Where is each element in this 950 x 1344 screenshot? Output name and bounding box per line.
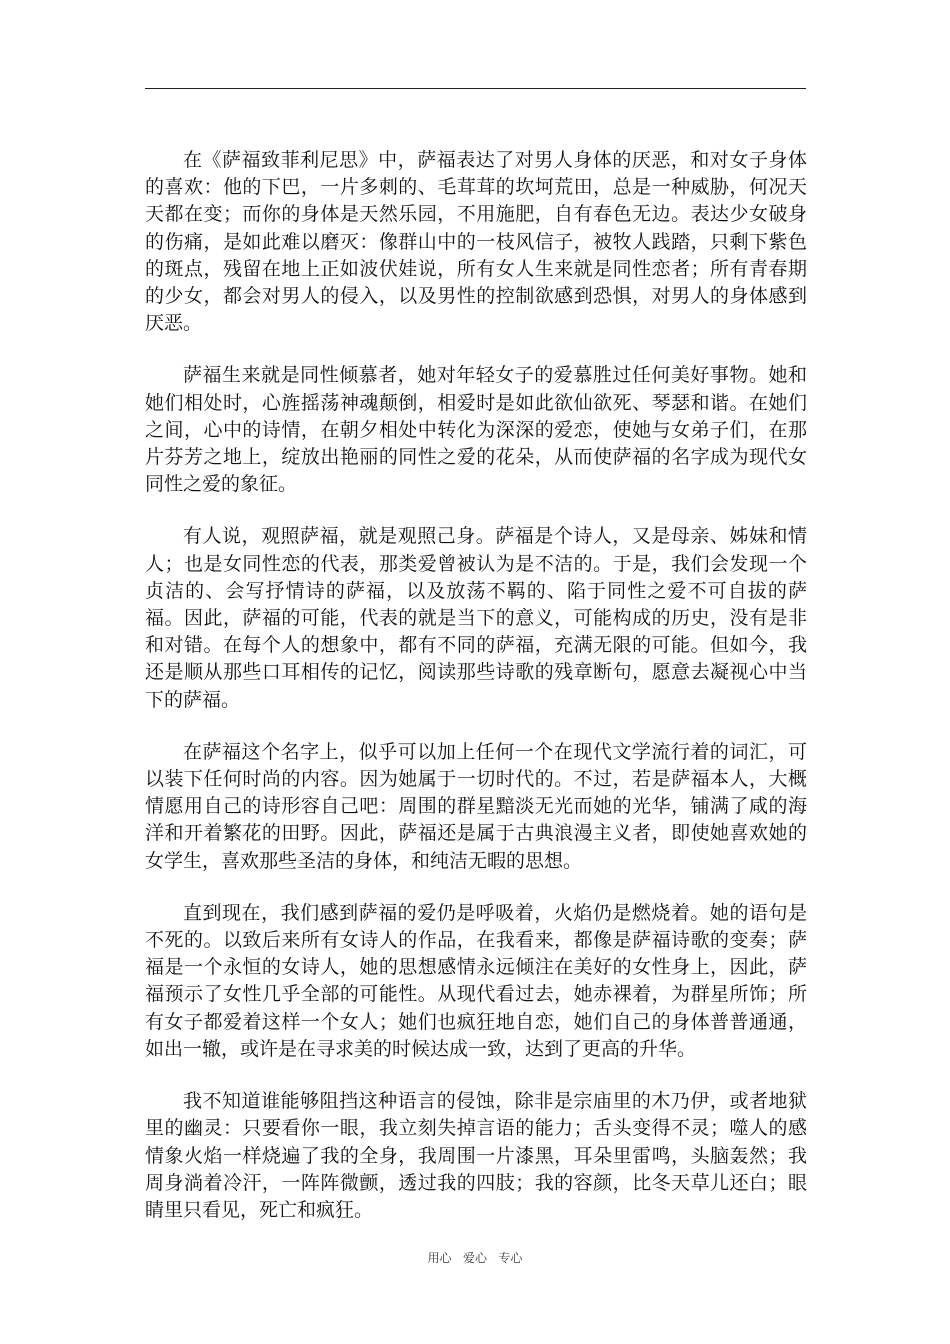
document-body (145, 147, 807, 1249)
paragraph-2: 萨福生来就是同性倾慕者，她对年轻女子的爱慕胜过任何美好事物。她和她们相处时，心旌摇荡神魂颠倒，相爱时是如此欲仙欲死、琴瑟和谐。在她们之间，心中的诗情，在朝夕相处中转化为深深的爱恋，使她与女弟子们，在那片芬芳之地上，绽放出艳丽的同性之爱的花朵，从而使萨福的名字成为现代女同性之爱的象征。 (145, 364, 807, 496)
paragraph-5: 直到现在，我们感到萨福的爱仍是呼吸着，火焰仍是燃烧着。她的语句是不死的。以致后来所有女诗人的作品，在我看来，都像是萨福诗歌的变奏；萨福是一个永恒的女诗人，她的思想感情永远倾注在美好的女性身上，因此，萨福预示了女性几乎全部的可能性。从现代看过去，她赤裸着，为群星所饰；所有女子都爱着这样一个女人；她们也疯狂地自恋，她们自己的身体普普通通，如出一辙，或许是在寻求美的时候达成一致，达到了更高的升华。 (145, 901, 807, 1060)
paragraph-6: 我不知道谁能够阻挡这种语言的侵蚀，除非是宗庙里的木乃伊，或者地狱里的幽灵：只要看你一眼，我立刻失掉言语的能力；舌头变得不灵；噬人的感情象火焰一样烧遍了我的全身，我周围一片漆黑，耳朵里雷鸣，头脑轰然；我周身淌着冷汗，一阵阵微颤，透过我的四肢；我的容颜，比冬天草儿还白；眼睛里只看见，死亡和疯狂。 (145, 1090, 807, 1221)
header-rule (145, 88, 806, 89)
page-footer: 用心 爱心 专心 (427, 1251, 523, 1265)
paragraph-4: 在萨福这个名字上，似乎可以加上任何一个在现代文学流行着的词汇，可以装下任何时尚的内容。因为她属于一切时代的。不过，若是萨福本人，大概情愿用自己的诗形容自己吧：周围的群星黯淡无光而她的光华，铺满了咸的海洋和开着繁花的田野。因此，萨福还是属于古典浪漫主义者，即使她喜欢她的女学生，喜欢那些圣洁的身体，和纯洁无暇的思想。 (145, 740, 807, 872)
paragraph-3: 有人说，观照萨福，就是观照己身。萨福是个诗人，又是母亲、姊妹和情人；也是女同性恋的代表，那类爱曾被认为是不洁的。于是，我们会发现一个贞洁的、会写抒情诗的萨福，以及放荡不羁的、陷于同性之爱不可自拔的萨福。因此，萨福的可能，代表的就是当下的意义，可能构成的历史，没有是非和对错。在每个人的想象中，都有不同的萨福，充满无限的可能。但如今，我还是顺从那些口耳相传的记忆，阅读那些诗歌的残章断句，愿意去凝视心中当下的萨福。 (145, 525, 807, 711)
paragraph-1: 在《萨福致菲利尼思》中，萨福表达了对男人身体的厌恶，和对女子身体的喜欢：他的下巴，一片多刺的、毛茸茸的坎坷荒田，总是一种威胁，何况天天都在变；而你的身体是天然乐园，不用施肥，自有春色无边。表达少女破身的伤痛，是如此难以磨灭：像群山中的一枝风信子，被牧人践踏，只剩下紫色的斑点，残留在地上正如波伏娃说，所有女人生来就是同性恋者；所有青春期的少女，都会对男人的侵入，以及男性的控制欲感到恐惧，对男人的身体感到厌恶。 (145, 149, 807, 335)
